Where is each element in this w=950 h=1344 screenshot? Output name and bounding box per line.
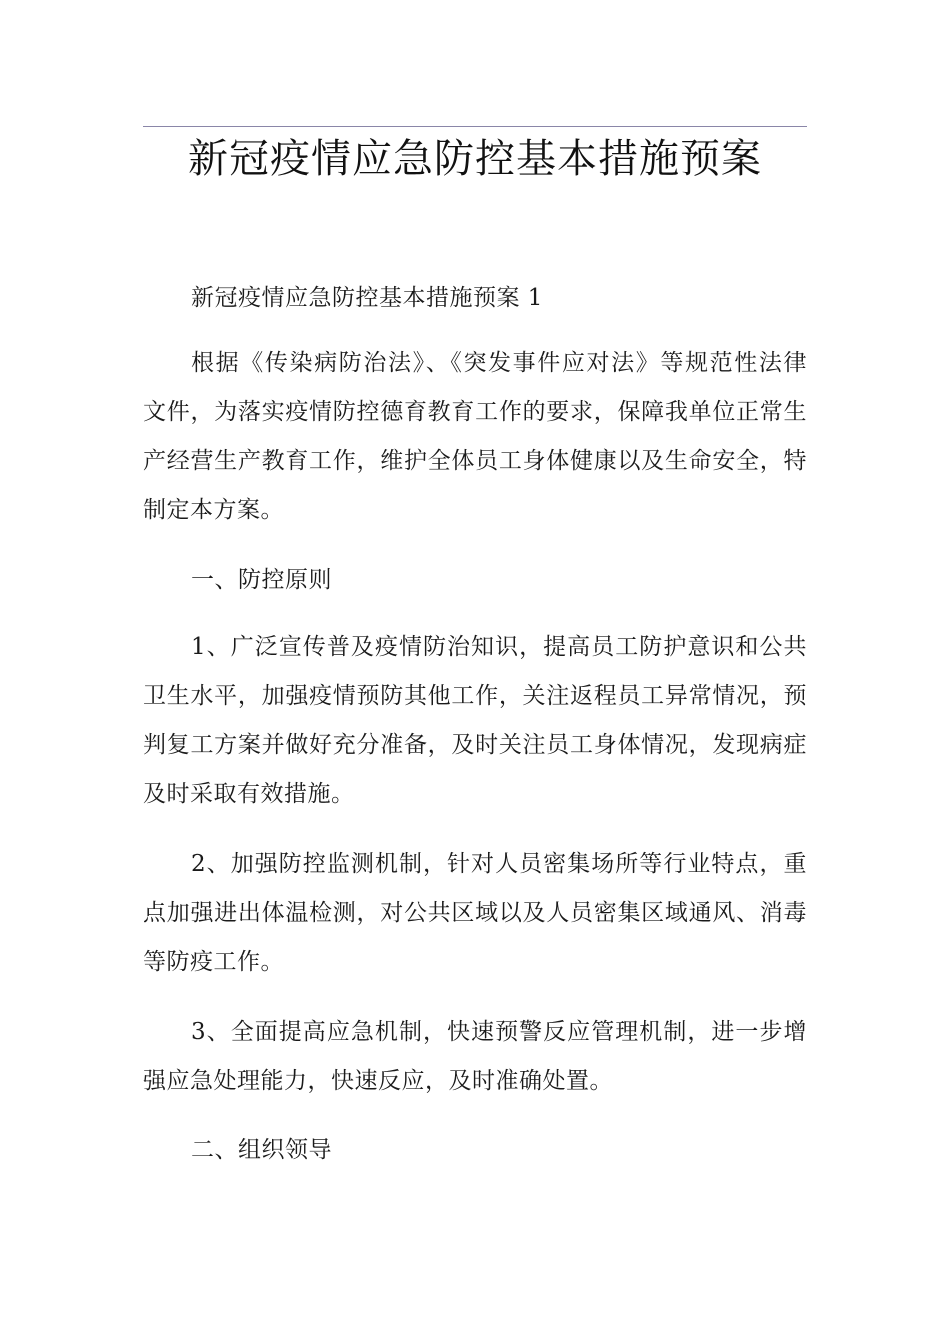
item-line: 卫生水平，加强疫情预防其他工作，关注返程员工异常情况，预 <box>143 683 807 709</box>
section-heading-organization: 二、组织领导 <box>191 1137 332 1163</box>
principle-item-3 <box>143 1013 807 1100</box>
item-line: 点加强进出体温检测，对公共区域以及人员密集区域通风、消毒 <box>143 900 807 926</box>
item-line: 等防疫工作。 <box>143 949 284 975</box>
intro-line: 制定本方案。 <box>143 497 284 523</box>
document-subtitle: 新冠疫情应急防控基本措施预案 1 <box>191 285 543 311</box>
intro-paragraph <box>143 344 807 529</box>
item-line: 3、全面提高应急机制，快速预警反应管理机制，进一步增 <box>191 1019 807 1045</box>
document-title: 新冠疫情应急防控基本措施预案 <box>188 136 762 182</box>
header-rule <box>143 126 807 127</box>
principle-item-1 <box>143 628 807 813</box>
principle-item-2 <box>143 845 807 981</box>
intro-line: 产经营生产教育工作，维护全体员工身体健康以及生命安全，特 <box>143 448 807 474</box>
intro-line: 根据《传染病防治法》、《突发事件应对法》等规范性法律 <box>191 350 807 376</box>
item-line: 强应急处理能力，快速反应，及时准确处置。 <box>143 1068 613 1094</box>
item-line: 判复工方案并做好充分准备，及时关注员工身体情况，发现病症 <box>143 732 807 758</box>
item-line: 1、广泛宣传普及疫情防治知识，提高员工防护意识和公共 <box>191 634 807 660</box>
item-line: 2、加强防控监测机制，针对人员密集场所等行业特点，重 <box>191 851 807 877</box>
section-heading-principles: 一、防控原则 <box>191 567 332 593</box>
item-line: 及时采取有效措施。 <box>143 781 355 807</box>
intro-line: 文件，为落实疫情防控德育教育工作的要求，保障我单位正常生 <box>143 399 807 425</box>
